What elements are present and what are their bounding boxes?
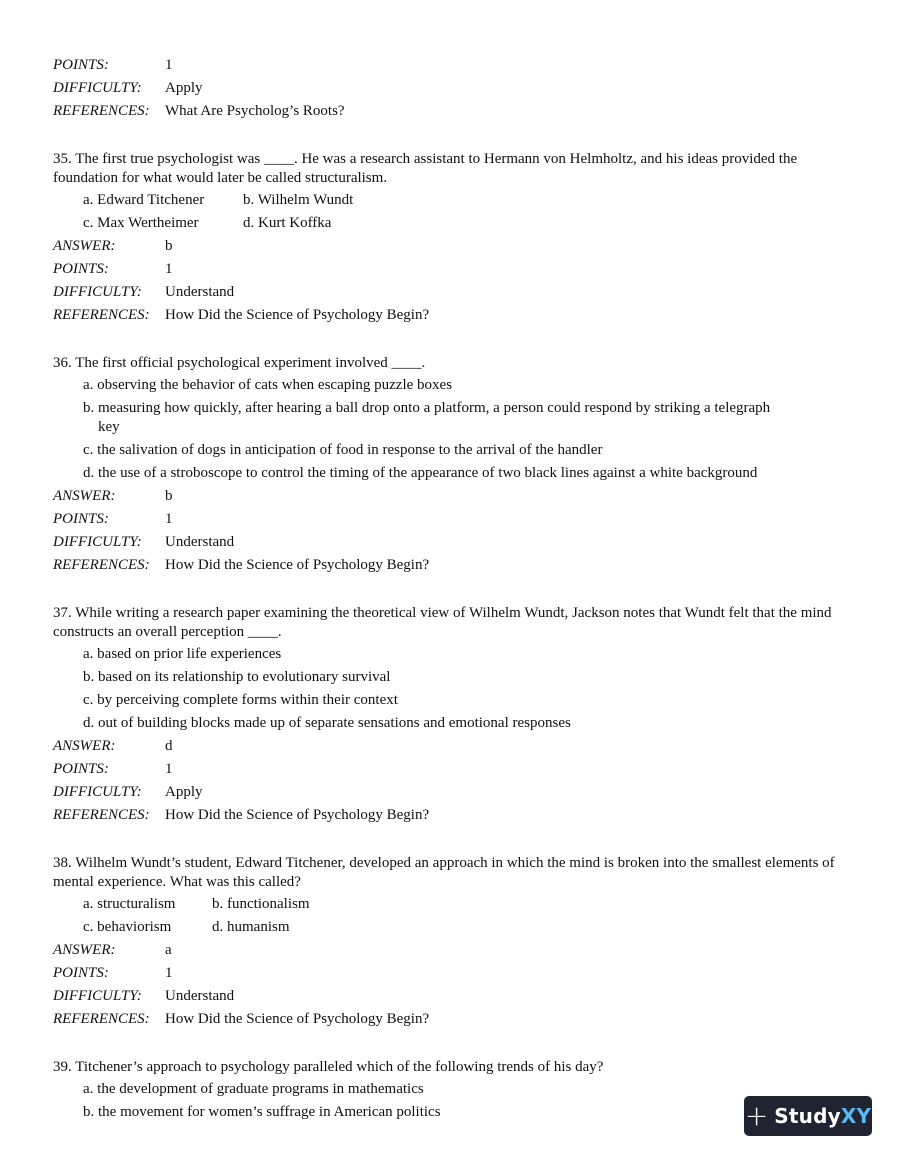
references-label: REFERENCES: [53,307,150,323]
difficulty-value: Apply [165,784,203,800]
references-label: REFERENCES: [53,807,150,823]
difficulty-row [53,531,853,554]
references-value: How Did the Science of Psychology Begin? [165,307,430,323]
option-c: c. behaviorism [83,919,172,935]
difficulty-value: Understand [165,988,235,1004]
option-c: c. by perceiving complete forms within their context [83,692,398,708]
question-36 [53,354,853,577]
references-row [53,554,853,577]
difficulty-label: DIFFICULTY: [53,284,142,300]
points-label: POINTS: [53,57,109,73]
difficulty-label: DIFFICULTY: [53,988,142,1004]
difficulty-row [53,281,853,304]
answer-value: b [165,238,173,254]
difficulty-label: DIFFICULTY: [53,80,142,96]
option-b: b. Wilhelm Wundt [243,192,354,208]
option-list [83,374,853,485]
option-d: d. the use of a stroboscope to control the timing of the appearance of two black lines against a white background [83,465,758,481]
brand-logo [774,1104,871,1128]
option-b: b. based on its relationship to evolutionary survival [83,669,391,685]
difficulty-value: Understand [165,284,235,300]
option-d: d. humanism [212,919,290,935]
difficulty-value: Understand [165,534,235,550]
plus-icon: + [744,1099,769,1132]
points-value: 1 [165,965,173,981]
points-value: 1 [165,761,173,777]
references-label: REFERENCES: [53,1011,150,1027]
references-value: How Did the Science of Psychology Begin? [165,557,430,573]
references-value: How Did the Science of Psychology Begin? [165,1011,430,1027]
question-37 [53,604,853,827]
references-row [53,304,853,327]
option-list [83,643,853,735]
option-a: a. structuralism [83,896,176,912]
points-value: 1 [165,261,173,277]
document-page [53,54,853,1124]
difficulty-label: DIFFICULTY: [53,534,142,550]
answer-row [53,235,853,258]
option-list [83,1078,853,1124]
answer-label: ANSWER: [53,738,116,754]
option-b: b. the movement for women’s suffrage in American politics [83,1104,441,1120]
points-row [53,508,853,531]
question-text: 39. Titchener’s approach to psychology paralleled which of the following trends of his day? [53,1059,604,1075]
points-row [53,258,853,281]
question-text: 35. The first true psychologist was ____. He was a research assistant to Hermann von Helmholtz, and his ideas provided the foundation for what would later be called structuralism. [53,151,798,186]
option-d: d. Kurt Koffka [243,215,332,231]
points-row [53,54,853,77]
option-list [83,893,853,939]
references-label: REFERENCES: [53,103,150,119]
brand-main: Study [774,1104,841,1128]
difficulty-row [53,77,853,100]
references-row [53,100,853,123]
difficulty-label: DIFFICULTY: [53,784,142,800]
answer-value: b [165,488,173,504]
option-a: a. based on prior life experiences [83,646,282,662]
option-c: c. the salivation of dogs in anticipation of food in response to the arrival of the handler [83,442,603,458]
question-38 [53,854,853,1031]
studyxy-badge[interactable] [744,1096,872,1136]
question-39 [53,1058,853,1124]
answer-label: ANSWER: [53,488,116,504]
points-label: POINTS: [53,261,109,277]
difficulty-value: Apply [165,80,203,96]
question-text: 38. Wilhelm Wundt’s student, Edward Titchener, developed an approach in which the mind is broken into the smallest elements of mental experience. What was this called? [53,855,835,890]
question-35 [53,150,853,327]
references-value: How Did the Science of Psychology Begin? [165,807,430,823]
brand-accent: XY [840,1104,872,1128]
question-text: 37. While writing a research paper examining the theoretical view of Wilhelm Wundt, Jackson notes that Wundt felt that the mind constructs an overall perception ____. [53,605,832,640]
answer-label: ANSWER: [53,942,116,958]
option-a: a. the development of graduate programs in mathematics [83,1081,424,1097]
answer-row [53,485,853,508]
option-d: d. out of building blocks made up of separate sensations and emotional responses [83,715,571,731]
question-text: 36. The first official psychological experiment involved ____. [53,355,426,371]
answer-row [53,939,853,962]
points-value: 1 [165,57,173,73]
answer-value: a [165,942,172,958]
references-label: REFERENCES: [53,557,150,573]
option-a: a. observing the behavior of cats when escaping puzzle boxes [83,377,453,393]
answer-value: d [165,738,173,754]
points-label: POINTS: [53,511,109,527]
option-b: b. measuring how quickly, after hearing a ball drop onto a platform, a person could respond by striking a telegraph key [83,400,771,435]
difficulty-row [53,985,853,1008]
points-row [53,962,853,985]
references-value: What Are Psycholog’s Roots? [165,103,345,119]
option-a: a. Edward Titchener [83,192,205,208]
option-b: b. functionalism [212,896,310,912]
points-row [53,758,853,781]
answer-label: ANSWER: [53,238,116,254]
option-c: c. Max Wertheimer [83,215,199,231]
references-row [53,804,853,827]
answer-row [53,735,853,758]
references-row [53,1008,853,1031]
points-label: POINTS: [53,761,109,777]
points-label: POINTS: [53,965,109,981]
difficulty-row [53,781,853,804]
option-list [83,189,853,235]
points-value: 1 [165,511,173,527]
